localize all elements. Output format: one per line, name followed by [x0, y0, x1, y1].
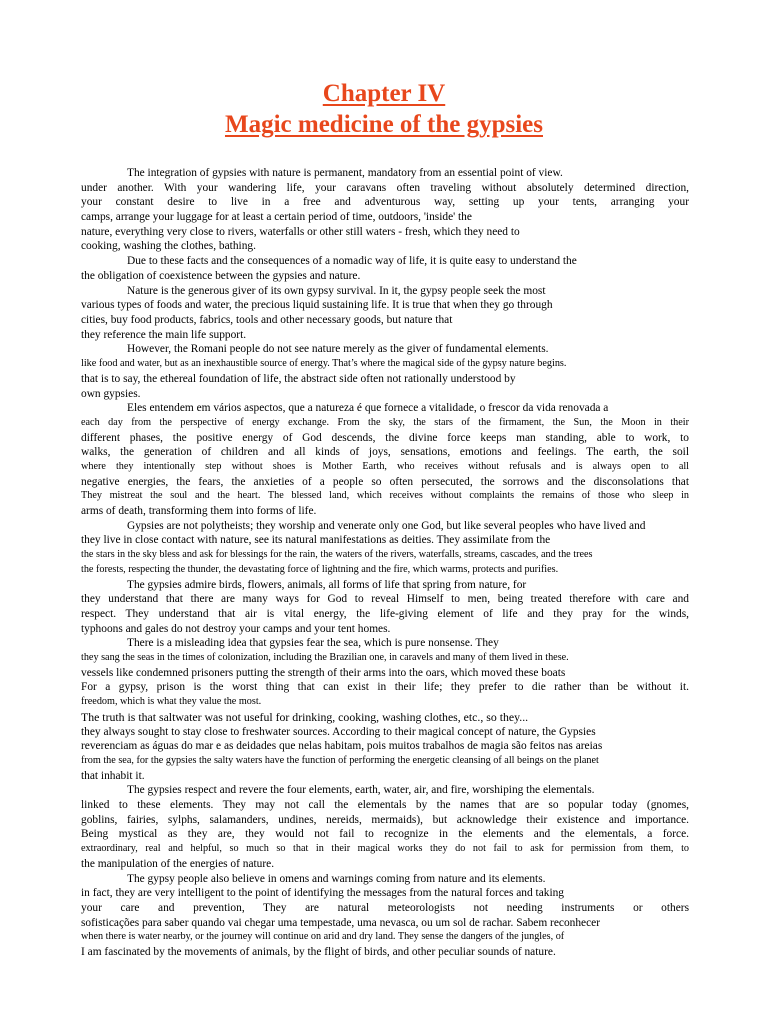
text-line: The integration of gypsies with nature is permanent, mandatory from an essential point of view. [127, 167, 563, 179]
text-line: There is a misleading idea that gypsies fear the sea, which is pure nonsense. They [127, 637, 499, 650]
text-line: However, the Romani people do not see nature merely as the giver of fundamental elements. [127, 343, 549, 356]
text-line: the forests, respecting the thunder, the devastating force of lightning and the fire, which warms, protects and purifies. [81, 563, 559, 575]
text-line: negative energies, the fears, the anxieties of a people so often persecuted, the sorrows and the disconsolations that [81, 475, 689, 488]
text-line: the stars in the sky bless and ask for blessings for the rain, the waters of the rivers, waterfalls, streams, cascades, and the trees [81, 549, 593, 561]
text-line: that is to say, the ethereal foundation of life, the abstract side often not rationally understood by [81, 372, 516, 385]
text-line: extraordinary, real and helpful, so much so that in their magical works they do not fail to ask for permission from them, to [81, 843, 689, 855]
text-line: when there is water nearby, or the journey will continue on arid and dry land. They sense the dangers of the jungles, of [81, 931, 565, 943]
text-line: cooking, washing the clothes, bathing. [81, 240, 256, 253]
text-line: each day from the perspective of energy exchange. From the sky, the stars of the firmament, the Sun, the Moon in their [81, 416, 689, 428]
text-line: typhoons and gales do not destroy your camps and your tent homes. [81, 622, 391, 635]
text-line: in fact, they are very intelligent to the point of identifying the messages from the natural forces and taking [81, 887, 565, 900]
text-line: Eles entendem em vários aspectos, que a natureza é que fornece a vitalidade, o frescor da vida renovada a [127, 402, 609, 415]
text-line: respect. They understand that air is vital energy, the life-giving element of life and they pray for the winds, [81, 607, 689, 620]
text-line: nature, everything very close to rivers, waterfalls or other still waters - fresh, which they need to [81, 225, 520, 238]
text-line: They mistreat the soul and the heart. The blessed land, which receives without complaints the remains of those who sleep in [81, 490, 689, 502]
text-line: the manipulation of the energies of nature. [81, 857, 275, 870]
chapter-title [0, 78, 768, 140]
text-line: arms of death, transforming them into forms of life. [81, 505, 317, 518]
text-line: your care and prevention, They are natural meteorologists not needing instruments or others [81, 901, 689, 914]
text-line: under another. With your wandering life, your caravans often traveling without absolutely determined direction, [81, 181, 689, 194]
text-line: vessels like condemned prisoners putting the strength of their arms into the oars, which moved these boats [81, 666, 566, 679]
text-line: they always sought to stay close to freshwater sources. According to their magical concept of nature, the Gypsies [81, 725, 596, 738]
text-line: Gypsies are not polytheists; they worship and venerate only one God, but like several peoples who have lived and [127, 519, 646, 532]
text-line: the obligation of coexistence between the gypsies and nature. [81, 269, 361, 282]
text-line: freedom, which is what they value the most. [81, 696, 262, 708]
text-line: various types of foods and water, the precious liquid sustaining life. It is true that when they go through [81, 299, 553, 312]
text-line: they sang the seas in the times of colonization, including the Brazilian one, in caravels and many of them lived in these. [81, 652, 569, 664]
text-line: linked to these elements. They may not call the elementals by the names that are so popular today (gnomes, [81, 799, 689, 812]
text-line: reverenciam as águas do mar e as deidades que nelas habitam, pois muitos trabalhos de magia são feitos nas areias [81, 740, 603, 753]
text-line: cities, buy food products, fabrics, tools and other necessary goods, but nature that [81, 314, 453, 326]
text-line: goblins, fairies, sylphs, salamanders, undines, nereids, mermaids), but acknowledge their existence and importance. [81, 813, 689, 826]
text-line: they reference the main life support. [81, 328, 247, 341]
text-line: walks, the generation of children and all kinds of joys, sensations, emotions and feelings. The earth, the soil [81, 446, 689, 459]
text-line: Nature is the generous giver of its own gypsy survival. In it, the gypsy people seek the most [127, 284, 546, 297]
text-line: The truth is that saltwater was not useful for drinking, cooking, washing clothes, etc., so they... [81, 709, 529, 724]
text-line: Due to these facts and the consequences of a nomadic way of life, it is quite easy to understand the [127, 255, 577, 268]
text-line: your constant desire to live in a free and adventurous way, setting up your tents, arranging your [81, 196, 689, 209]
text-line: The gypsy people also believe in omens and warnings coming from nature and its elements. [127, 872, 546, 885]
text-line: sofisticações para saber quando vai chegar uma tempestade, uma nevasca, ou um sol de rachar. Sabem reconhecer [81, 916, 601, 929]
text-line: they live in close contact with nature, see its natural manifestations as deities. They assimilate from the [81, 534, 551, 547]
chapter-number: Chapter IV [322, 80, 446, 107]
text-line: that inhabit it. [81, 769, 145, 782]
text-line: camps, arrange your luggage for at least a certain period of time, outdoors, 'inside' the [81, 211, 472, 224]
text-line: own gypsies. [81, 387, 141, 400]
chapter-heading: Magic medicine of the gypsies [224, 111, 543, 138]
text-line: The gypsies admire birds, flowers, animals, all forms of life that spring from nature, for [127, 578, 527, 591]
text-line: from the sea, for the gypsies the salty waters have the function of performing the energetic cleansing of all beings on the planet [81, 754, 599, 766]
text-line: For a gypsy, prison is the worst thing that can exist in their life; they prefer to die rather than be without it. [81, 681, 689, 694]
text-line: different phases, the positive energy of God descends, the divine force keeps man standing, able to work, to [81, 431, 689, 444]
text-line: where they intentionally step without shoes is Mother Earth, who receives without refusals and is always open to all [81, 460, 689, 472]
text-line: I am fascinated by the movements of animals, by the flight of birds, and other peculiar sounds of nature. [81, 946, 556, 959]
body-text [81, 166, 689, 960]
text-line: they understand that there are many ways for God to reveal Himself to men, being treated therefore with care and [81, 593, 689, 606]
text-line: like food and water, but as an inexhaustible source of energy. That’s where the magical side of the gypsy nature begins. [81, 358, 567, 370]
text-line: Being mystical as they are, they would not fail to recognize in the elements and the elementals, a force. [81, 828, 689, 841]
text-line: The gypsies respect and revere the four elements, earth, water, air, and fire, worshiping the elementals. [127, 784, 595, 797]
